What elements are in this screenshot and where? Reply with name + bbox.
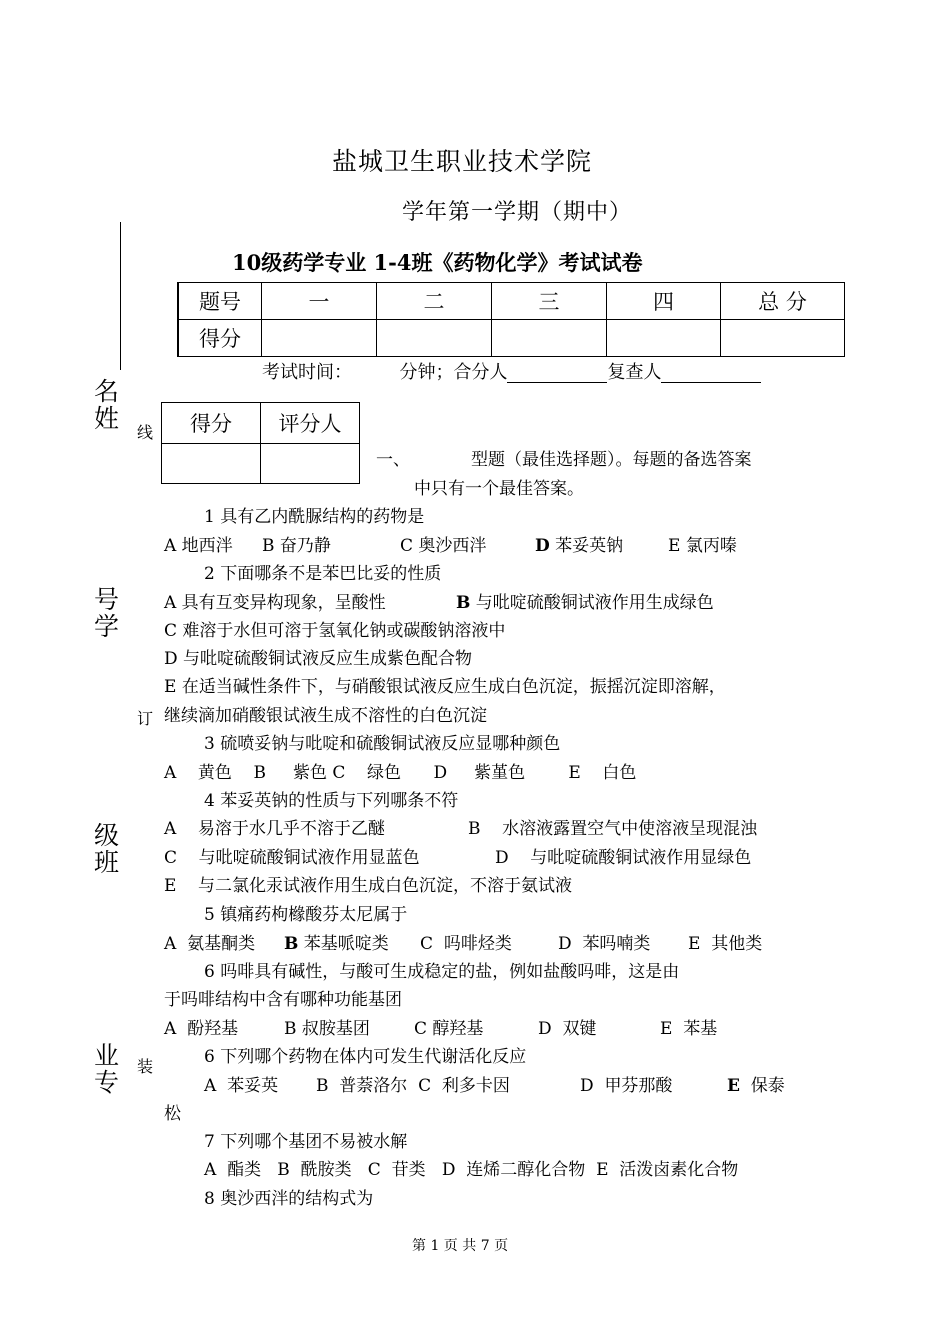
q2-option-e-cont: 继续滴加硝酸银试液生成不溶性的白色沉淀 [164,706,487,726]
q2-option-b-letter: B [456,593,471,613]
score-cell-4 [607,320,721,357]
q6-option-d: D 双键 [538,1019,597,1039]
score-table [177,282,845,357]
score-row-label-number: 题号 [178,283,262,320]
q1-option-a: A 地西泮 [164,536,233,556]
score-table-score-row [178,320,845,357]
bind-mark-line: 线 [137,423,154,442]
q4-option-a: A 易溶于水几乎不溶于乙醚 [164,819,385,839]
q1-option-e: E 氯丙嗪 [668,536,737,556]
question-3: 3 硫喷妥钠与吡啶和硫酸铜试液反应显哪种颜色 [204,734,561,754]
q5-option-e: E 其他类 [688,934,763,954]
reviewer-label: 复查人 [607,362,662,383]
q6-option-a: A 酚羟基 [164,1019,239,1039]
question-7: 7 下列哪个基团不易被水解 [204,1132,408,1152]
q6-option-b: B 叔胺基团 [284,1019,370,1039]
page-number: 第 1 页 共 7 页 [412,1238,509,1254]
q3-options: A 黄色 B 紫色 C 绿色 D 紫堇色 E 白色 [164,763,637,783]
grader-name-label: 评分人 [261,403,360,444]
combiner-label: 分钟；合分人 [399,362,508,383]
exam-title: 10级药学专业 1-4班《药物化学》考试试卷 [232,250,643,275]
q2-option-b [456,593,714,613]
q6b-option-e [727,1076,785,1096]
term-title: 学年第一学期（期中） [402,200,633,225]
school-name: 盐城卫生职业技术学院 [332,147,593,176]
side-label-major: 业专 [94,1041,120,1097]
question-4: 4 苯妥英钠的性质与下列哪条不符 [204,791,459,811]
score-cell-total [721,320,845,357]
side-label-student-id: 号学 [94,585,120,641]
q5-option-c: C 吗啡烃类 [420,934,512,954]
q6-option-c: C 醇羟基 [414,1019,484,1039]
question-1: 1 具有乙内酰脲结构的药物是 [204,507,425,527]
q4-option-d: D 与吡啶硫酸铜试液作用显绿色 [495,848,752,868]
side-label-class: 级班 [94,821,120,877]
q7-options: A 酯类 B 酰胺类 C 苷类 D 连烯二醇化合物 E 活泼卤素化合物 [204,1160,739,1180]
q5-option-b-text: 苯基哌啶类 [298,934,389,954]
question-5: 5 镇痛药枸橼酸芬太尼属于 [204,905,408,925]
score-row-label-score: 得分 [178,320,262,357]
q1-option-b: B 奋乃静 [262,536,331,556]
q5-option-a: A 氨基酮类 [164,934,256,954]
score-cell-2 [377,320,492,357]
score-table-header-row [178,283,845,320]
exam-info-line [262,362,761,383]
q1-option-d [535,536,623,556]
question-8: 8 奥沙西泮的结构式为 [204,1189,374,1209]
q1-option-d-text: 苯妥英钠 [549,536,624,556]
q4-option-c: C 与吡啶硫酸铜试液作用显蓝色 [164,848,420,868]
section-one-heading: 型题（最佳选择题）。每题的备选答案 [471,450,752,470]
q6b-option-e-cont: 松 [164,1104,181,1124]
question-6b: 6 下列哪个药物在体内可发生代谢活化反应 [204,1047,527,1067]
binding-line [120,222,121,370]
grader-table [161,402,360,484]
reviewer-blank [661,362,761,383]
q4-option-b: B 水溶液露置空气中使溶液呈现混浊 [468,819,758,839]
section-one-number: 一、 [376,450,410,470]
q1-option-c: C 奥沙西泮 [400,536,487,556]
q6b-option-a: A 苯妥英 [204,1076,279,1096]
q6b-option-e-text: 保泰 [739,1076,785,1096]
q4-option-e: E 与二氯化汞试液作用生成白色沉淀，不溶于氨试液 [164,876,573,896]
section-header-4: 四 [607,283,721,320]
q2-option-b-text: 与吡啶硫酸铜试液作用生成绿色 [470,593,714,613]
exam-time-label: 考试时间： [262,362,352,383]
section-header-3: 三 [492,283,607,320]
q2-option-c: C 难溶于水但可溶于氢氧化钠或碳酸钠溶液中 [164,621,506,641]
q6b-option-e-letter: E [727,1076,740,1096]
q2-option-a: A 具有互变异构现象，呈酸性 [164,593,386,613]
q1-option-d-letter: D [535,536,550,556]
bind-mark-install: 装 [137,1057,154,1076]
q5-option-d: D 苯吗喃类 [558,934,651,954]
grader-name-cell [261,444,360,484]
side-label-name: 名姓 [94,377,120,433]
bind-mark-order: 订 [137,709,154,728]
section-header-total: 总 分 [721,283,845,320]
q5-option-b [284,934,389,954]
question-6: 6 吗啡具有碱性，与酸可生成稳定的盐，例如盐酸吗啡，这是由 [204,962,680,982]
section-one-heading-cont: 中只有一个最佳答案。 [414,479,584,499]
q5-option-b-letter: B [284,934,299,954]
grader-score-cell [162,444,261,484]
q6b-option-b-c: B 普萘洛尔 C 利多卡因 [316,1076,510,1096]
score-cell-1 [262,320,377,357]
grader-score-label: 得分 [162,403,261,444]
q2-option-e: E 在适当碱性条件下，与硝酸银试液反应生成白色沉淀，振摇沉淀即溶解， [164,677,726,697]
score-cell-3 [492,320,607,357]
q6-option-e: E 苯基 [660,1019,718,1039]
section-header-2: 二 [377,283,492,320]
combiner-blank [507,362,607,383]
q2-option-d: D 与吡啶硫酸铜试液反应生成紫色配合物 [164,649,473,669]
section-header-1: 一 [262,283,377,320]
q6b-option-d: D 甲芬那酸 [580,1076,673,1096]
question-2: 2 下面哪条不是苯巴比妥的性质 [204,564,442,584]
question-6-cont: 于吗啡结构中含有哪种功能基团 [164,990,402,1010]
